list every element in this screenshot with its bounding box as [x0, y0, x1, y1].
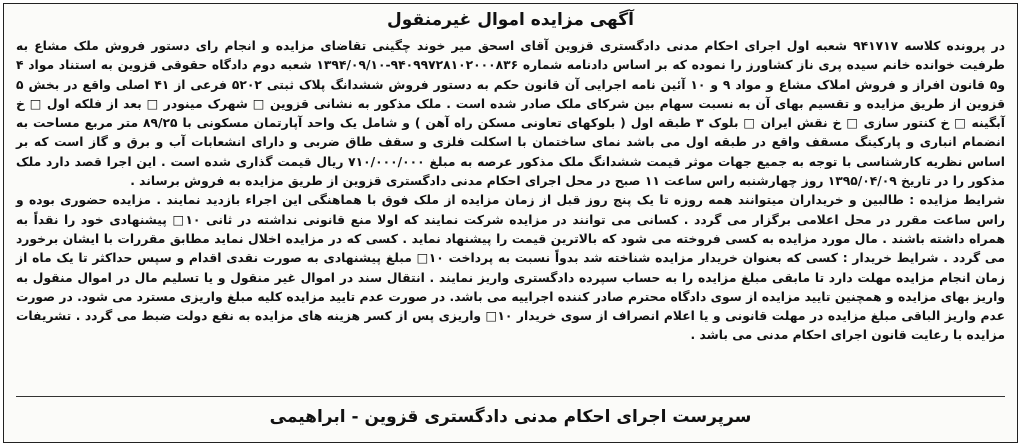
notice-body: [16, 37, 1005, 346]
notice-paragraph-conditions: شرایط مزایده : طالبین و خریداران میتوانند همه روزه تا یک پنج روز قبل از زمان مزایده از ملک فوق با هماهنگی این اجراء بازدید نمایند . مزایده حضوری بوده و راس ساعت مقرر در محل اعلامی برگزار می گردد . کسانی می توانند در مزایده شرکت نمایند که اولا منع قانونی نداشته در ثانی ۱۰□ پیشنهادی خود را نقداً به همراه داشته باشند . مال مورد مزایده به کسی فروخته می شود که بالاترین قیمت را پیشنهاد نماید . کسی که در مزایده اخلال نماید مطابق مقررات با ایشان برخورد می گردد . شرایط خریدار : کسی که بعنوان خریدار مزایده شناخته شد بدواً نسبت به پرداخت ۱۰□ مبلغ پیشنهادی به صورت نقدی اقدام و سپس حداکثر تا یک ماه از زمان انجام مزایده مهلت دارد تا مابقی مبلغ مزایده را به حساب سپرده دادگستری واریز نمایند . انتقال سند در اموال غیر منقول و یا تسلیم مال در اموال منقول به واریز بهای مزایده و همچنین تایید مزایده از سوی دادگاه محترم صادر کننده اجراییه می باشد. در صورت عدم تایید مزایده کلیه مبلغ واریزی مسترد می شود. در صورت عدم واریز الباقی مبلغ مزایده در مهلت قانونی و یا اعلام انصراف از سوی خریدار ۱۰□ واریزی پس از کسر هزینه های مزایده به نفع دولت ضبط می گردد . تشریفات مزایده با رعایت قانون اجرای احکام مدنی می باشد .: [16, 193, 1005, 343]
notice-frame: [3, 3, 1018, 443]
notice-title: آگهی مزایده اموال غیرمنقول: [387, 10, 634, 30]
divider: [16, 396, 1005, 397]
notice-signature: سرپرست اجرای احکام مدنی دادگستری قزوین - ابراهیمی: [269, 407, 752, 427]
notice-paragraph-property: در پرونده کلاسه ۹۴۱۷۱۷ شعبه اول اجرای احکام مدنی دادگستری قزوین آقای اسحق میر خوند چگینی تقاضای مزایده و انجام رای دستور فروش ملک مشاع به طرفیت خوانده خانم سیده پری ناز کشاورز را نموده که بر اساس دادنامه شماره ۹۴۰۹۹۷۲۸۱۰۲۰۰۰۸۳۶-۱۳۹۴/۰۹/۱۰ شعبه دوم دادگاه حقوقی قزوین به استناد مواد ۴ و۵ قانون افراز و فروش املاک مشاع و مواد ۹ و ۱۰ آئین نامه اجرایی آن قانون حکم به دستور فروش ششدانگ پلاک ثبتی ۵۲۰۲ فرعی از ۴۱ اصلی واقع در بخش ۵ قزوین از طریق مزایده و تقسیم بهای آن به نسبت سهام بین شرکای ملک صادر شده است . ملک مذکور به نشانی قزوین □ شهرک مینودر □ بعد از فلکه اول □ خ آبگینه □ خ کنتور سازی □ خ نقش ایران □ بلوک ۳ طبقه اول ( بلوکهای تعاونی مسکن راه آهن ) و شامل یک واحد آپارتمان مسکونی با ۸۹/۲۵ متر مربع مساحت به انضمام انباری و پارکینگ مسقف واقع در طبقه اول می باشد نمای ساختمان با اسکلت فلزی و سقف طاق ضربی و دارای انشعابات آب و برق و گاز است که بر اساس نظریه کارشناسی با توجه به جمیع جهات موثر قیمت ششدانگ ملک مذکور عرصه به مبلغ ۷۱۰/۰۰۰/۰۰۰ ریال قیمت گذاری شده است . این اجرا قصد دارد ملک مذکور را در تاریخ ۱۳۹۵/۰۴/۰۹ روز چهارشنبه راس ساعت ۱۱ صبح در محل اجرای احکام مدنی دادگستری قزوین از طریق مزایده به فروش برساند .: [16, 39, 1006, 189]
